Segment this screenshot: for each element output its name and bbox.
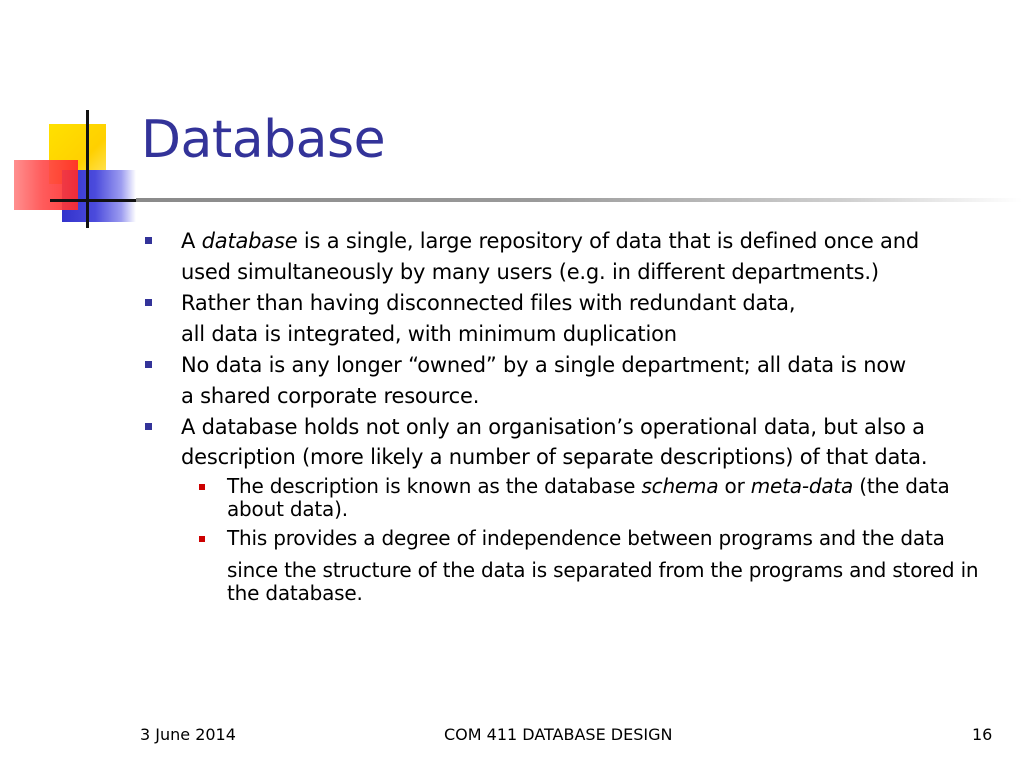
bullet-text: A database holds not only an organisation’s operational data, but also a xyxy=(181,415,925,439)
square-bullet-icon xyxy=(145,423,152,430)
square-bullet-icon xyxy=(145,237,152,244)
footer-course-title: COM 411 DATABASE DESIGN xyxy=(444,725,673,744)
footer-page-number: 16 xyxy=(972,725,993,744)
slide-content xyxy=(145,226,1005,605)
title-underline xyxy=(136,198,1022,202)
footer-date: 3 June 2014 xyxy=(140,725,236,744)
sub-bullet-term-meta-data: meta-data xyxy=(750,474,854,498)
logo-horizontal-line xyxy=(50,199,138,202)
bullet-continuation: used simultaneously by many users (e.g. in different departments.) xyxy=(181,260,879,284)
sub-bullet-text-suffix: (the data about data). xyxy=(227,474,950,521)
sub-bullet-continuation: since the structure of the data is separated from the programs and stored in the database. xyxy=(227,558,979,605)
red-square-bullet-icon xyxy=(199,536,205,542)
bullet-item xyxy=(145,288,1005,349)
sub-bullet-term-schema: schema xyxy=(641,474,719,498)
bullet-item xyxy=(145,226,1005,287)
sub-bullet-item xyxy=(145,527,1005,550)
logo-vertical-line xyxy=(86,110,89,228)
bullet-item xyxy=(145,412,1005,469)
sub-bullet-text-middle: or xyxy=(718,474,751,498)
slide-title: Database xyxy=(141,110,386,170)
sub-bullet-text: This provides a degree of independence between programs and the data xyxy=(227,526,945,550)
bullet-text-prefix: A xyxy=(181,229,202,253)
bullet-text: Rather than having disconnected files with redundant data, xyxy=(181,291,796,315)
sub-bullet-text-prefix: The description is known as the database xyxy=(227,474,642,498)
bullet-text: No data is any longer “owned” by a single department; all data is now xyxy=(181,353,906,377)
bullet-continuation: all data is integrated, with minimum duplication xyxy=(181,322,677,346)
bullet-item xyxy=(145,350,1005,411)
square-bullet-icon xyxy=(145,361,152,368)
red-square xyxy=(14,160,78,210)
bullet-continuation: a shared corporate resource. xyxy=(181,384,480,408)
bullet-text-suffix: is a single, large repository of data that is defined once and xyxy=(297,229,919,253)
red-square-bullet-icon xyxy=(199,484,205,490)
bullet-term: database xyxy=(201,229,298,253)
square-bullet-icon xyxy=(145,299,152,306)
sub-bullet-item xyxy=(145,475,1005,521)
bullet-continuation: description (more likely a number of separate descriptions) of that data. xyxy=(181,445,928,469)
decorative-squares-logo xyxy=(0,0,140,240)
